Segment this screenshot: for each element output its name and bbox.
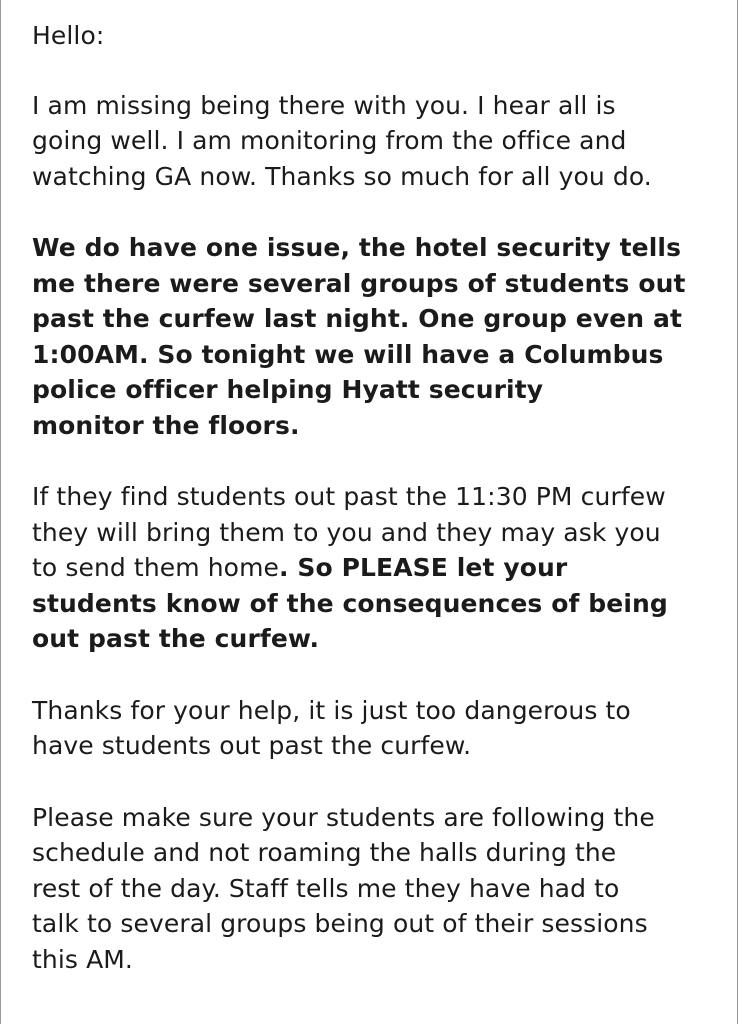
paragraph-schedule (32, 800, 722, 978)
paragraph-line: schedule and not roaming the halls during the (32, 838, 617, 867)
paragraph-line: past the curfew last night. One group even at (32, 304, 683, 333)
paragraph-line: monitor the floors. (32, 410, 300, 440)
greeting-line: Hello: (32, 21, 105, 50)
paragraph-line: police officer helping Hyatt security (32, 375, 544, 404)
paragraph-status (32, 88, 722, 195)
paragraph-line: I am missing being there with you. I hear all is (32, 90, 616, 120)
paragraph-line: watching GA now. Thanks so much for all you do. (32, 161, 652, 191)
paragraph-line: going well. I am monitoring from the office and (32, 126, 627, 155)
paragraph-line: rest of the day. Staff tells me they have had to (32, 873, 620, 903)
paragraph-line: students know of the consequences of being (32, 588, 668, 618)
paragraph-line: Thanks for your help, it is just too dangerous to (32, 695, 631, 725)
paragraph-line: Please make sure your students are following the (32, 802, 655, 832)
paragraph-line-mixed (32, 550, 722, 586)
paragraph-consequences (32, 479, 722, 657)
paragraph-line: this AM. (32, 944, 133, 974)
greeting (32, 18, 722, 54)
paragraph-line: they will bring them to you and they may ask you (32, 517, 661, 547)
paragraph-issue (32, 230, 722, 443)
paragraph-line: have students out past the curfew. (32, 731, 472, 760)
paragraph-line: out past the curfew. (32, 624, 320, 653)
paragraph-line: If they find students out past the 11:30 PM curfew (32, 482, 666, 511)
regular-text: to send them home (32, 553, 280, 582)
email-body (32, 18, 722, 1013)
emphasis-text: . So PLEASE let your (279, 553, 568, 582)
paragraph-thanks (32, 693, 722, 764)
paragraph-line: me there were several groups of students out (32, 268, 686, 298)
paragraph-line: We do have one issue, the hotel security tells (32, 233, 682, 262)
paragraph-line: talk to several groups being out of their sessions (32, 909, 648, 938)
paragraph-line: 1:00AM. So tonight we will have a Columbus (32, 339, 664, 369)
